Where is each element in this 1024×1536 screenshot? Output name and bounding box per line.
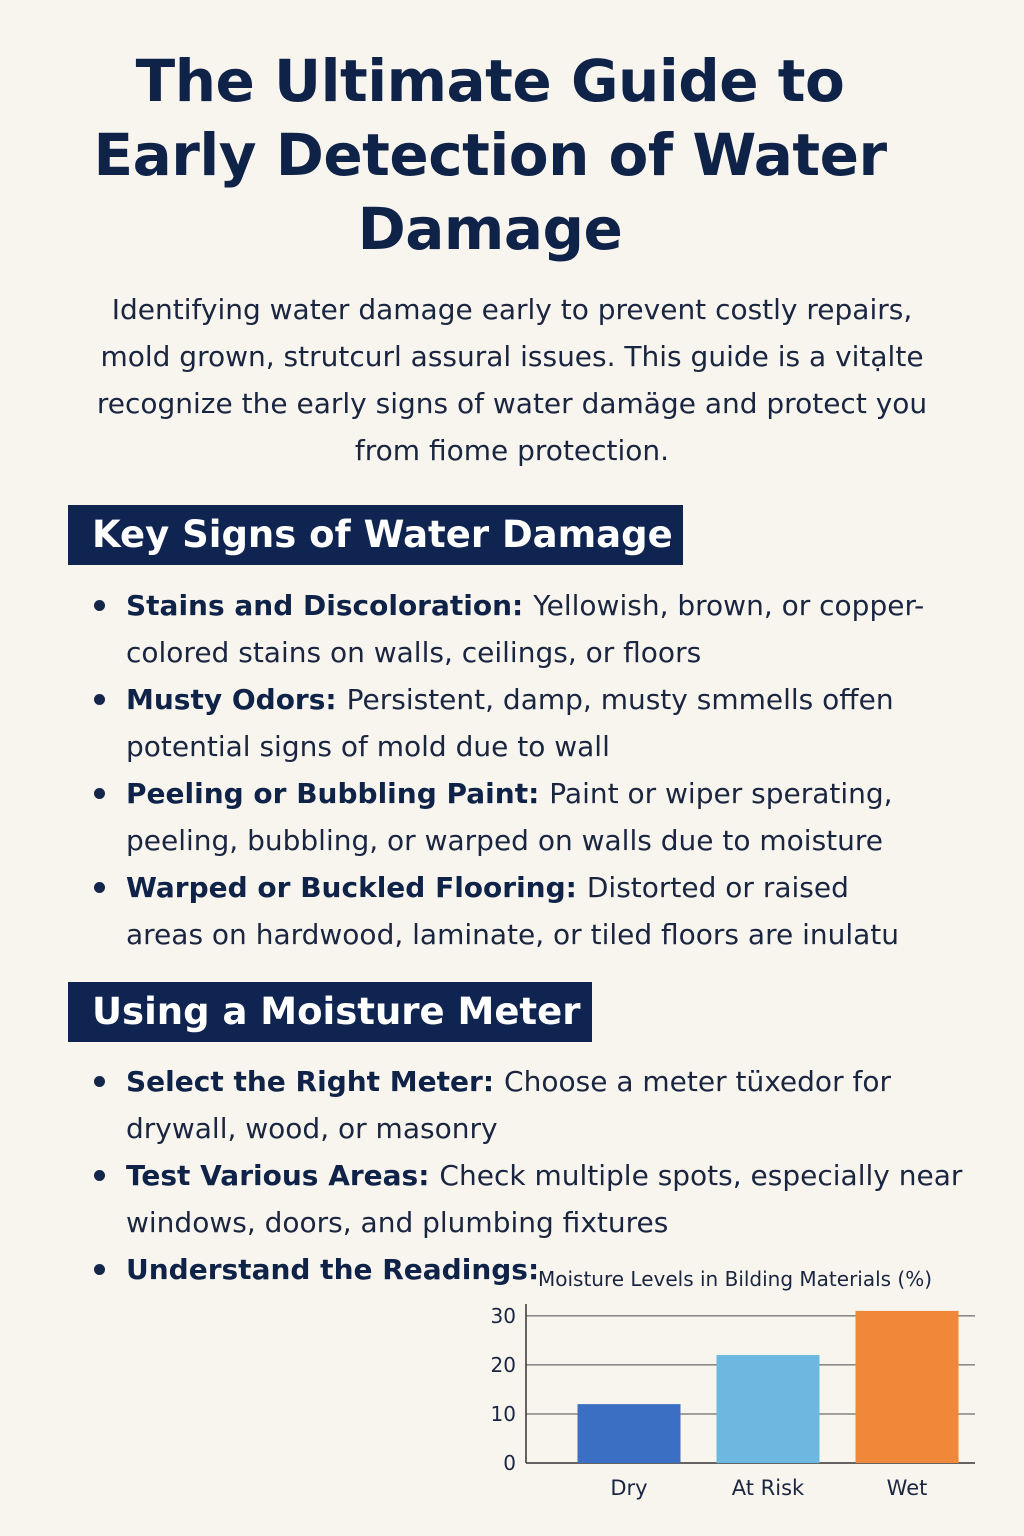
item-text: Paint or wiper sperating, <box>549 777 893 810</box>
item-term: Select the Right Meter: <box>126 1065 495 1098</box>
title-line-2: Early Detection of Water <box>93 121 887 189</box>
list-item <box>92 676 972 770</box>
chart-title: Moisture Levels in Bilding Materials (%) <box>538 1267 933 1291</box>
item-term: Stains and Discoloration: <box>126 589 524 622</box>
x-tick-label: At Risk <box>731 1476 805 1500</box>
bullet-dot-icon <box>94 600 105 611</box>
moisture-levels-chart <box>470 1258 1010 1518</box>
item-line-1 <box>126 864 972 911</box>
item-term: Peeling or Bubbling Paint: <box>126 777 540 810</box>
item-line-2: areas on hardwood, laminate, or tiled floors are inulatu <box>126 918 900 951</box>
title-line-3: Damage <box>357 195 623 263</box>
item-line-1 <box>126 582 972 629</box>
item-line-2: potential signs of mold due to wall <box>126 730 610 763</box>
title-line-1: The Ultimate Guide to <box>135 47 845 115</box>
item-term: Understand the Readings: <box>126 1253 540 1286</box>
item-line-1 <box>126 770 972 817</box>
item-line-1 <box>126 676 972 723</box>
y-tick-label: 20 <box>490 1352 516 1377</box>
bullet-dot-icon <box>94 694 105 705</box>
bullet-dot-icon <box>94 882 105 893</box>
item-text: Yellowish, brown, or copper- <box>533 589 925 622</box>
y-tick-label: 0 <box>503 1451 516 1475</box>
item-text: Choose a meter tüxedor for <box>504 1065 891 1098</box>
item-line-1 <box>126 1058 972 1105</box>
intro-line-4: from fiome protection. <box>354 434 670 467</box>
bullet-dot-icon <box>94 1170 105 1181</box>
bullet-dot-icon <box>94 1264 105 1275</box>
item-line-2: colored stains on walls, ceilings, or floors <box>126 636 702 669</box>
list-item <box>92 864 972 958</box>
y-tick-label: 30 <box>490 1303 516 1328</box>
chart-svg <box>470 1258 1010 1518</box>
item-text: Check multiple spots, especially near <box>439 1159 963 1192</box>
item-line-2: peeling, bubbling, or warped on walls due to moisture <box>126 824 883 857</box>
item-line-2: drywall, wood, or masonry <box>126 1112 498 1145</box>
list-item <box>92 770 972 864</box>
intro-paragraph <box>40 286 984 474</box>
intro-line-2: mold grown, strutcurl assural issues. This guide is a vitạlte <box>100 340 924 373</box>
item-line-1 <box>126 1152 972 1199</box>
moisture-meter-heading: Using a Moisture Meter <box>68 982 592 1042</box>
y-tick-label: 10 <box>490 1401 516 1426</box>
item-text: Distorted or raised <box>586 871 849 904</box>
item-term: Musty Odors: <box>126 683 337 716</box>
bar-dry <box>578 1404 681 1463</box>
list-item <box>92 1058 972 1152</box>
x-tick-label: Wet <box>886 1476 928 1500</box>
item-term: Test Various Areas: <box>126 1159 430 1192</box>
bullet-dot-icon <box>94 1076 105 1087</box>
bullet-dot-icon <box>94 788 105 799</box>
bar-at-risk <box>717 1355 820 1463</box>
x-tick-label: Dry <box>610 1476 648 1500</box>
item-line-2: windows, doors, and plumbing fixtures <box>126 1206 669 1239</box>
bar-wet <box>856 1311 959 1463</box>
key-signs-heading: Key Signs of Water Damage <box>68 505 683 565</box>
key-signs-list <box>92 582 972 958</box>
item-text: Persistent, damp, musty smmells offen <box>346 683 894 716</box>
list-item <box>92 1152 972 1246</box>
item-term: Warped or Buckled Flooring: <box>126 871 577 904</box>
list-item <box>92 582 972 676</box>
intro-line-3: recognize the early signs of water damäge and protect you <box>96 387 928 420</box>
page-title <box>40 44 940 266</box>
intro-line-1: Identifying water damage early to prevent costly repairs, <box>111 293 913 326</box>
